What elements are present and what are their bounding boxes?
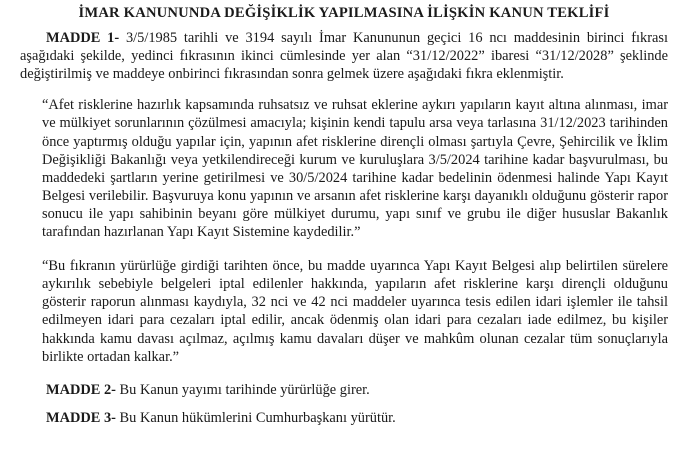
article-2-label: MADDE 2- — [46, 381, 116, 398]
article-1-label: MADDE 1- — [46, 30, 120, 47]
article-1 — [20, 29, 668, 83]
quoted-paragraph-1: “Afet risklerine hazırlık kapsamında ruhsatsız ve ruhsat eklerine aykırı yapıların kayıt altına alınması, imar ve mülkiyet sorunlarının çözülmesi amacıyla; kişinin kendi tapulu arsa veya tarlasına 31/12/2023 tarihinden önce yaptırmış olduğu yapılar için, yapının afet risklerine dirençli olması şartıyla Çevre, Şehircilik ve İklim Değişikliği Bakanlığı veya yetkilendireceği kurum ve kuruluşlara 3/5/2024 tarihine kadar başvurulması, bu maddedeki şartların yerine getirilmesi ve 30/5/2024 tarihine kadar bedelinin ödenmesi halinde Yapı Kayıt Belgesi verilebilir. Başvuruya konu yapının ve arsanın afet risklerine karşı dayanıklı olduğunu gösterir rapor sonucu ile yapı sahibinin beyanı göre mülkiyet durumu, yapı sınıf ve grubu ile diğer hususlar Bakanlık tarafından hazırlanan Yapı Kayıt Sistemine kaydedilir.” — [42, 97, 668, 241]
article-2 — [20, 381, 668, 399]
article-3-text: Bu Kanun hükümlerini Cumhurbaşkanı yürütür. — [115, 409, 396, 426]
quoted-paragraph-2: “Bu fıkranın yürürlüğe girdiği tarihten önce, bu madde uyarınca Yapı Kayıt Belgesi alıp belirtilen sürelere aykırılık sebebiyle belgeleri iptal edilenler hakkında, yapıların afet risklerine karşı dirençli olduğunu gösterir raporun alınması kaydıyla, 32 nci ve 42 nci maddeler uyarınca tesis edilen idari işlemler ile tahsil edilmeyen idari para cezaları iptal edilir, ancak ödenmiş olan idari para cezaları iade edilmez, bu kişiler hakkında kamu davası açılmaz, açılmış kamu davaları düşer ve mahkûm olunan cezalar tüm sonuçlarıyla birlikte ortadan kalkar.” — [42, 258, 668, 365]
article-1-text: 3/5/1985 tarihli ve 3194 sayılı İmar Kanununun geçici 16 ncı maddesinin birinci fıkrası aşağıdaki şekilde, yedinci fıkrasının ikinci cümlesinde yer alan “31/12/2022” ibaresi “31/12/2028” şeklinde değiştirilmiş ve maddeye onbirinci fıkrasından sonra gelmek üzere aşağıdaki fıkra eklenmiştir. — [20, 30, 668, 83]
article-2-text: Bu Kanun yayımı tarihinde yürürlüğe girer. — [115, 381, 370, 398]
article-3-label: MADDE 3- — [46, 409, 116, 426]
document-title: İMAR KANUNUNDA DEĞİŞİKLİK YAPILMASINA İLİŞKİN KANUN TEKLİFİ — [78, 5, 610, 21]
article-3 — [20, 409, 668, 427]
